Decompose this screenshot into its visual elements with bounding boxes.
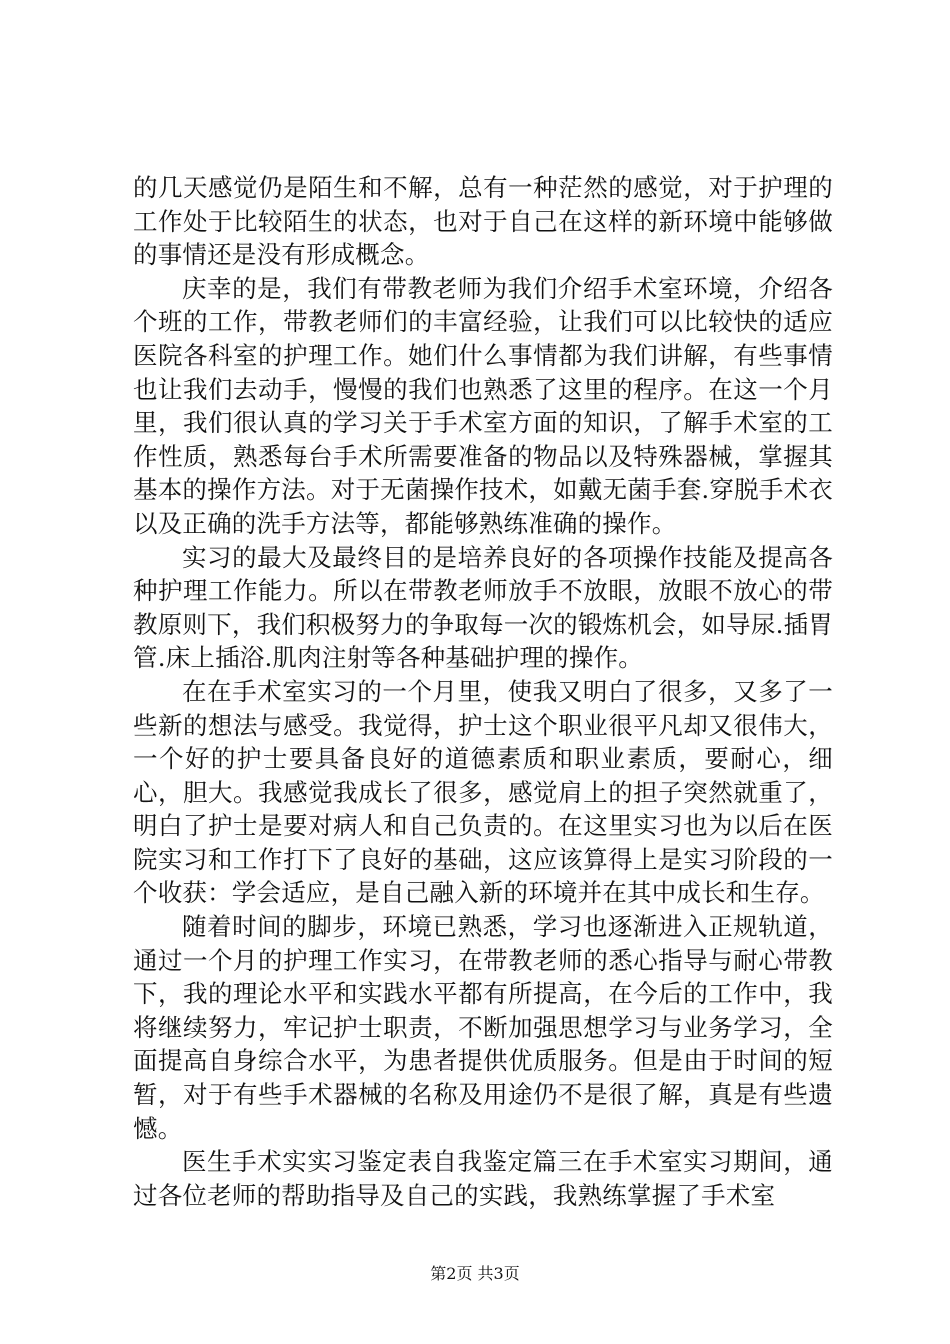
document-body [133,171,833,1212]
paragraph-training-intro: 庆幸的是，我们有带教老师为我们介绍手术室环境，介绍各个班的工作，带教老师们的丰富经验，让我们可以比较快的适应医院各科室的护理工作。她们什么事情都为我们讲解，有些事情也让我们去动手，慢慢的我们也熟悉了这里的程序。在这一个月里，我们很认真的学习关于手术室方面的知识，了解手术室的工作性质，熟悉每台手术所需要准备的物品以及特殊器械，掌握其基本的操作方法。对于无菌操作技术，如戴无菌手套.穿脱手术衣以及正确的洗手方法等，都能够熟练准确的操作。 [133,273,833,538]
paragraph-continuation: 的几天感觉仍是陌生和不解，总有一种茫然的感觉，对于护理的工作处于比较陌生的状态，也对于自己在这样的新环境中能够做的事情还是没有形成概念。 [133,173,833,270]
paragraph-reflection: 在在手术室实习的一个月里，使我又明白了很多，又多了一些新的想法与感受。我觉得，护士这个职业很平凡却又很伟大，一个好的护士要具备良好的道德素质和职业素质，要耐心，细心，胆大。我感觉我成长了很多，感觉肩上的担子突然就重了，明白了护士是要对病人和自己负责的。在这里实习也为以后在医院实习和工作打下了良好的基础，这应该算得上是实习阶段的一个收获：学会适应，是自己融入新的环境并在其中成长和生存。 [133,676,833,908]
paragraph-progress: 随着时间的脚步，环境已熟悉，学习也逐渐进入正规轨道，通过一个月的护理工作实习，在带教老师的悉心指导与耐心带教下，我的理论水平和实践水平都有所提高，在今后的工作中，我将继续努力，牢记护士职责，不断加强思想学习与业务学习，全面提高自身综合水平，为患者提供优质服务。但是由于时间的短暂，对于有些手术器械的名称及用途仍不是很了解，真是有些遗憾。 [133,912,833,1143]
page-number-footer: 第2页 共3页 [430,1264,520,1283]
paragraph-internship-goal: 实习的最大及最终目的是培养良好的各项操作技能及提高各种护理工作能力。所以在带教老师放手不放眼，放眼不放心的带教原则下，我们积极努力的争取每一次的锻炼机会，如导尿.插胃管.床上插浴.肌肉注射等各种基础护理的操作。 [133,542,833,673]
paragraph-chapter-three: 医生手术实实习鉴定表自我鉴定篇三在手术室实习期间，通过各位老师的帮助指导及自己的实践，我熟练掌握了手术室 [133,1147,833,1210]
